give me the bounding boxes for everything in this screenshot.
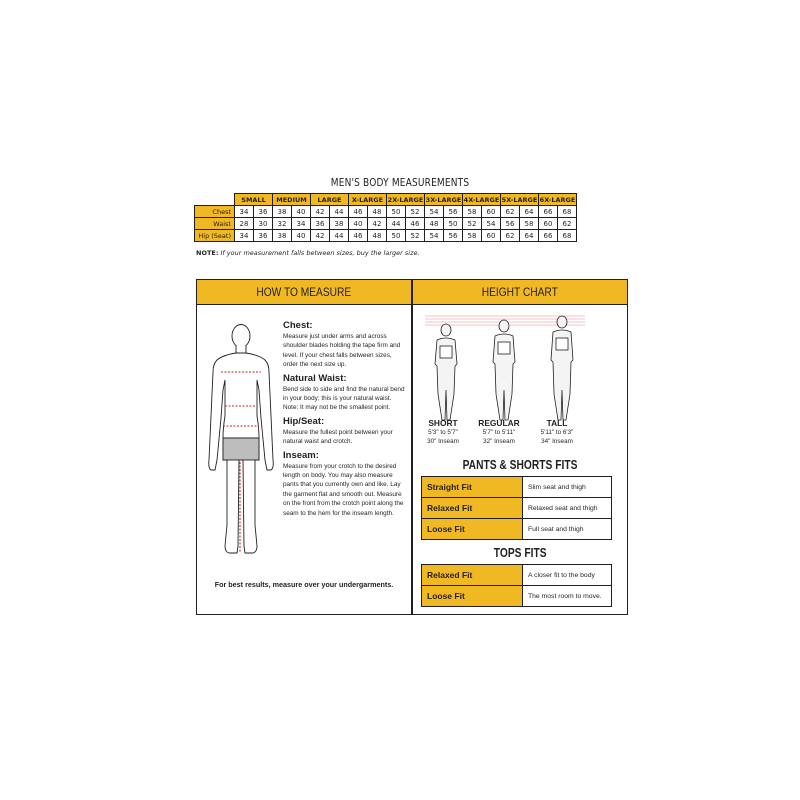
how-to-measure-header bbox=[197, 280, 411, 305]
size-header-cell: MEDIUM bbox=[273, 194, 311, 206]
fit-label: Relaxed Fit bbox=[422, 498, 523, 519]
size-value-cell: 54 bbox=[425, 230, 444, 242]
fit-row bbox=[422, 477, 612, 498]
size-value-cell: 44 bbox=[330, 230, 349, 242]
size-value-cell: 62 bbox=[501, 230, 520, 242]
size-value-cell: 40 bbox=[349, 218, 368, 230]
size-value-cell: 42 bbox=[311, 230, 330, 242]
size-value-cell: 40 bbox=[292, 230, 311, 242]
height-caption-regular bbox=[469, 418, 529, 446]
size-value-cell: 28 bbox=[235, 218, 254, 230]
size-row-label: Hip (Seat) bbox=[195, 230, 235, 242]
size-value-cell: 32 bbox=[273, 218, 292, 230]
size-value-cell: 36 bbox=[311, 218, 330, 230]
height-caption-short bbox=[413, 418, 473, 446]
size-note-label: NOTE: bbox=[196, 249, 219, 257]
height-inseam: 32" Inseam bbox=[483, 437, 515, 445]
fit-label: Loose Fit bbox=[422, 586, 523, 607]
size-value-cell: 52 bbox=[463, 218, 482, 230]
size-value-cell: 46 bbox=[406, 218, 425, 230]
size-row-label: Waist bbox=[195, 218, 235, 230]
fit-description: Full seat and thigh bbox=[523, 519, 612, 540]
size-value-cell: 52 bbox=[406, 230, 425, 242]
size-value-cell: 68 bbox=[558, 230, 577, 242]
pants-fits-table bbox=[421, 476, 612, 540]
height-caption-tall bbox=[527, 418, 587, 446]
size-value-cell: 48 bbox=[425, 218, 444, 230]
height-range: 5'11" to 6'3" bbox=[540, 429, 574, 436]
size-value-cell: 60 bbox=[482, 230, 501, 242]
measure-section-hip bbox=[283, 416, 405, 447]
size-header-cell: 6X-LARGE bbox=[539, 195, 576, 204]
height-inseam: 30" Inseam bbox=[427, 437, 459, 445]
fit-row bbox=[422, 586, 612, 607]
fit-label: Straight Fit bbox=[422, 477, 523, 498]
measure-text: Measure from your crotch to the desired length on body. You may also measure pants that you currently own and like. Lay the garment flat and smooth out. Measure on the front from the crotch point along the seam to the hem for the inseam length. bbox=[283, 462, 404, 517]
tops-fits-title bbox=[413, 546, 627, 560]
size-value-cell: 46 bbox=[349, 230, 368, 242]
size-value-cell: 36 bbox=[254, 206, 273, 218]
fit-row bbox=[422, 519, 612, 540]
fit-description: The most room to move. bbox=[523, 586, 612, 607]
measure-heading: Natural Waist: bbox=[283, 372, 347, 384]
size-header-cell: SMALL bbox=[235, 194, 273, 206]
size-value-cell: 64 bbox=[520, 230, 539, 242]
height-chart-title: HEIGHT CHART bbox=[481, 285, 558, 299]
how-to-measure-title: HOW TO MEASURE bbox=[256, 285, 352, 299]
size-header-cell: 3X-LARGE bbox=[425, 195, 462, 204]
size-value-cell: 48 bbox=[368, 206, 387, 218]
size-value-cell: 42 bbox=[311, 206, 330, 218]
size-value-cell: 62 bbox=[558, 218, 577, 230]
measure-footer-note: For best results, measure over your undergarments. bbox=[214, 580, 394, 589]
size-value-cell: 66 bbox=[539, 230, 558, 242]
fit-description: Slim seat and thigh bbox=[523, 477, 612, 498]
tops-fits-table bbox=[421, 564, 612, 607]
tops-fits-title-text: TOPS FITS bbox=[493, 546, 547, 560]
size-value-cell: 42 bbox=[368, 218, 387, 230]
height-name: REGULAR bbox=[478, 418, 520, 428]
size-value-cell: 34 bbox=[235, 206, 254, 218]
measure-section-chest bbox=[283, 320, 405, 370]
size-row-label: Chest bbox=[195, 206, 235, 218]
height-range: 5'7" to 5'11" bbox=[482, 429, 516, 436]
size-value-cell: 68 bbox=[558, 206, 577, 218]
size-row bbox=[195, 206, 577, 218]
size-value-cell: 50 bbox=[387, 230, 406, 242]
size-value-cell: 60 bbox=[539, 218, 558, 230]
size-value-cell: 58 bbox=[463, 230, 482, 242]
size-value-cell: 54 bbox=[482, 218, 501, 230]
size-header-cell: X-LARGE bbox=[349, 194, 387, 206]
measure-section-inseam bbox=[283, 450, 405, 518]
size-header-corner bbox=[195, 194, 235, 206]
size-value-cell: 30 bbox=[254, 218, 273, 230]
fit-label: Loose Fit bbox=[422, 519, 523, 540]
measure-text: Measure just under arms and across shoulder blades holding the tape firm and level. If your chest falls between sizes, order the next size up. bbox=[283, 333, 401, 369]
size-value-cell: 50 bbox=[444, 218, 463, 230]
height-chart-header bbox=[413, 280, 627, 305]
size-value-cell: 34 bbox=[235, 230, 254, 242]
fit-row bbox=[422, 498, 612, 519]
fit-row bbox=[422, 565, 612, 586]
height-name: SHORT bbox=[428, 418, 458, 428]
size-value-cell: 50 bbox=[387, 206, 406, 218]
measure-heading: Hip/Seat: bbox=[283, 415, 325, 427]
pants-fits-title bbox=[413, 458, 627, 472]
size-value-cell: 44 bbox=[330, 206, 349, 218]
size-value-cell: 56 bbox=[501, 218, 520, 230]
size-chart-table bbox=[194, 193, 577, 242]
size-value-cell: 56 bbox=[444, 230, 463, 242]
size-row bbox=[195, 230, 577, 242]
body-measure-figure-icon bbox=[203, 320, 279, 560]
height-inseam: 34" Inseam bbox=[541, 437, 573, 445]
size-chart-body bbox=[195, 206, 577, 242]
measure-section-waist bbox=[283, 373, 405, 413]
size-chart-title: MEN'S BODY MEASUREMENTS bbox=[330, 176, 470, 189]
measure-text: Bend side to side and find the natural bend in your body; this is your natural waist. Note: It may not be the smallest point. bbox=[283, 385, 405, 412]
size-value-cell: 54 bbox=[425, 206, 444, 218]
size-value-cell: 38 bbox=[330, 218, 349, 230]
pants-fits-title-text: PANTS & SHORTS FITS bbox=[462, 458, 578, 472]
size-value-cell: 60 bbox=[482, 206, 501, 218]
size-value-cell: 38 bbox=[273, 230, 292, 242]
size-value-cell: 64 bbox=[520, 206, 539, 218]
size-header-cell: LARGE bbox=[311, 194, 349, 206]
fit-description: Relaxed seat and thigh bbox=[523, 498, 612, 519]
size-note bbox=[196, 249, 420, 257]
height-name: TALL bbox=[546, 418, 568, 428]
size-row bbox=[195, 218, 577, 230]
size-value-cell: 40 bbox=[292, 206, 311, 218]
size-value-cell: 62 bbox=[501, 206, 520, 218]
measure-heading: Chest: bbox=[283, 320, 313, 331]
size-header-cell: 5X-LARGE bbox=[501, 195, 538, 204]
size-value-cell: 58 bbox=[520, 218, 539, 230]
height-range: 5'3" to 5'7" bbox=[428, 429, 458, 436]
size-header-row bbox=[195, 194, 577, 206]
size-value-cell: 56 bbox=[444, 206, 463, 218]
size-header-cell: 4X-LARGE bbox=[463, 195, 500, 204]
measure-instructions bbox=[283, 320, 405, 521]
measure-text: Measure the fullest point between your natural waist and crotch. bbox=[283, 428, 393, 446]
size-value-cell: 44 bbox=[387, 218, 406, 230]
size-value-cell: 66 bbox=[539, 206, 558, 218]
measure-heading: Inseam: bbox=[283, 449, 319, 461]
size-value-cell: 58 bbox=[463, 206, 482, 218]
size-value-cell: 52 bbox=[406, 206, 425, 218]
size-value-cell: 34 bbox=[292, 218, 311, 230]
size-value-cell: 46 bbox=[349, 206, 368, 218]
size-note-text: If your measurement falls between sizes, buy the larger size. bbox=[218, 249, 420, 257]
fit-description: A closer fit to the body bbox=[523, 565, 612, 586]
fit-label: Relaxed Fit bbox=[422, 565, 523, 586]
size-value-cell: 48 bbox=[368, 230, 387, 242]
measure-guide-panels bbox=[196, 279, 628, 615]
size-value-cell: 38 bbox=[273, 206, 292, 218]
size-header-cell: 2X-LARGE bbox=[387, 195, 424, 204]
size-value-cell: 36 bbox=[254, 230, 273, 242]
